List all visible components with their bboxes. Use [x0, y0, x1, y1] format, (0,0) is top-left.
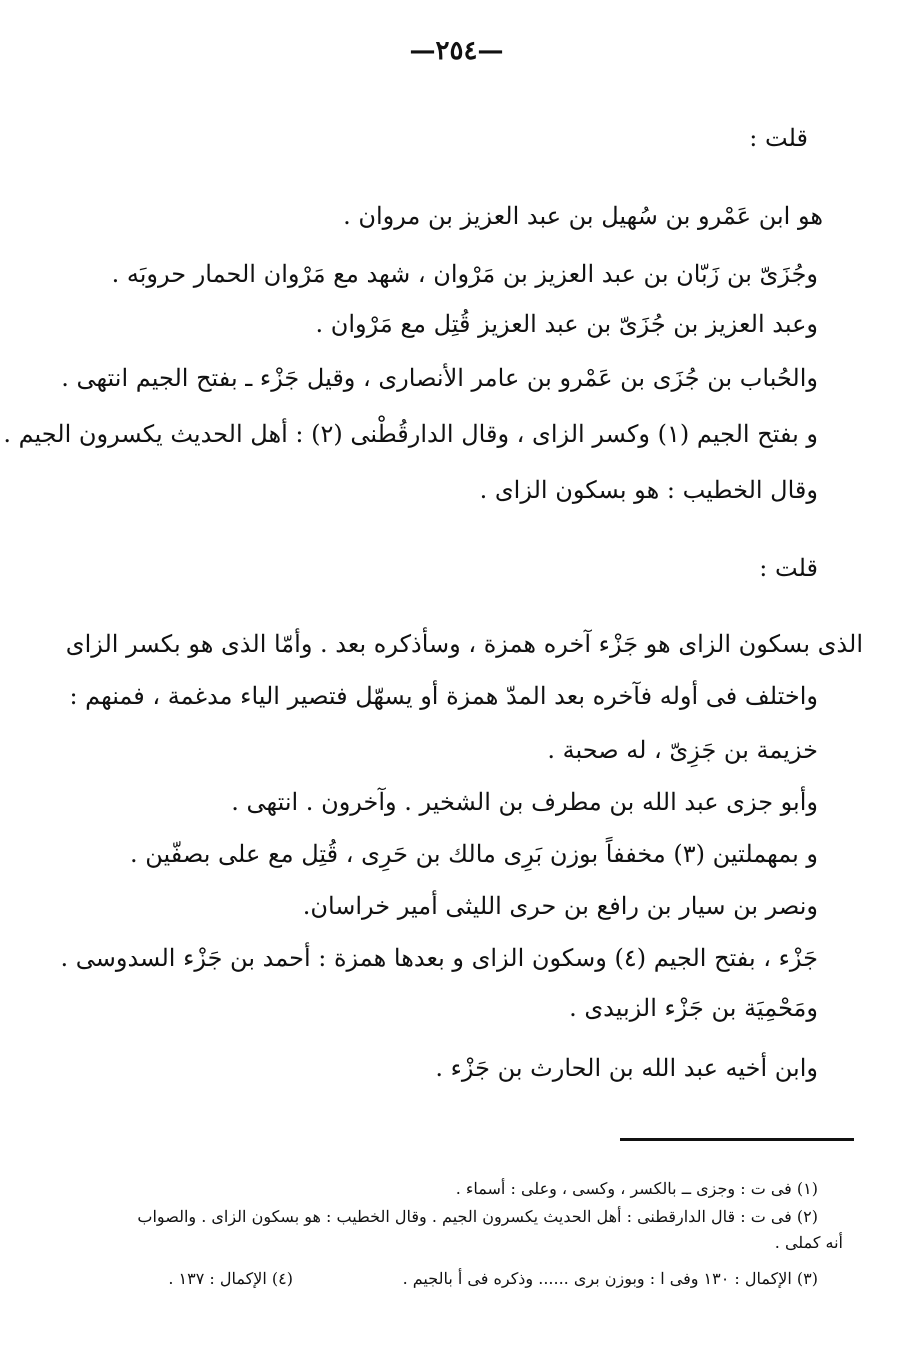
text-line: خزيمة بن جَزِىّ ، له صحبة .: [547, 736, 818, 764]
footnote: أنه كملى .: [774, 1233, 843, 1252]
text-line: وقال الخطيب : هو بسكون الزاى .: [479, 476, 818, 504]
text-line: و بفتح الجيم (١) وكسر الزاى ، وقال الدارقُطْنى (٢) : أهل الحديث يكسرون الجيم .: [3, 420, 818, 448]
footnote-separator: [620, 1138, 854, 1141]
text-line: و بمهملتين (٣) مخففاً بوزن بَرِى مالك بن حَرِى ، قُتِل مع على بصفّين .: [130, 840, 818, 868]
text-line: ومَحْمِيَة بن جَزْء الزبيدى .: [569, 994, 818, 1022]
text-line: والحُباب بن جُزَى بن عَمْرو بن عامر الأنصارى ، وقيل جَزْء ـ بفتح الجيم انتهى .: [61, 364, 818, 392]
text-line: وجُزَىّ بن زَبّان بن عبد العزيز بن مَرْوان ، شهد مع مَرْوان الحمار حروبَه .: [111, 260, 818, 288]
section-heading: قلت :: [759, 554, 818, 582]
footnote: (٤) الإكمال : ١٣٧ .: [168, 1269, 293, 1288]
text-line: هو ابن عَمْرو بن سُهيل بن عبد العزيز بن مروان .: [343, 202, 823, 230]
text-line: جَزْء ، بفتح الجيم (٤) وسكون الزاى و بعدها همزة : أحمد بن جَزْء السدوسى .: [60, 944, 818, 972]
footnote: (١) فى ت : وجزى ــ بالكسر ، وكسى ، وعلى : أسماء .: [455, 1179, 818, 1198]
section-heading: قلت :: [749, 124, 808, 152]
text-line: وعبد العزيز بن جُزَىّ بن عبد العزيز قُتِل مع مَرْوان .: [315, 310, 818, 338]
text-line: ونصر بن سيار بن رافع بن حرى الليثى أمير خراسان.: [302, 892, 818, 920]
text-line: واختلف فى أوله فآخره بعد المدّ همزة أو يسهّل فتصير الياء مدغمة ، فمنهم :: [69, 682, 818, 710]
text-line: وابن أخيه عبد الله بن الحارث بن جَزْء .: [435, 1054, 818, 1082]
page-number: —٢٥٤—: [409, 36, 504, 66]
footnote: (٣) الإكمال : ١٣٠ وفى ا : وبوزن برى ...... وذكره فى أ بالجيم .: [402, 1269, 818, 1288]
text-line: وأبو جزى عبد الله بن مطرف بن الشخير . وآخرون . انتهى .: [231, 788, 818, 816]
text-line: الذى بسكون الزاى هو جَزْء آخره همزة ، وسأذكره بعد . وأمّا الذى هو بكسر الزاى: [65, 630, 863, 658]
footnote: (٢) فى ت : قال الدارقطنى : أهل الحديث يكسرون الجيم . وقال الخطيب : هو بسكون الزاى . والصواب: [137, 1207, 818, 1226]
